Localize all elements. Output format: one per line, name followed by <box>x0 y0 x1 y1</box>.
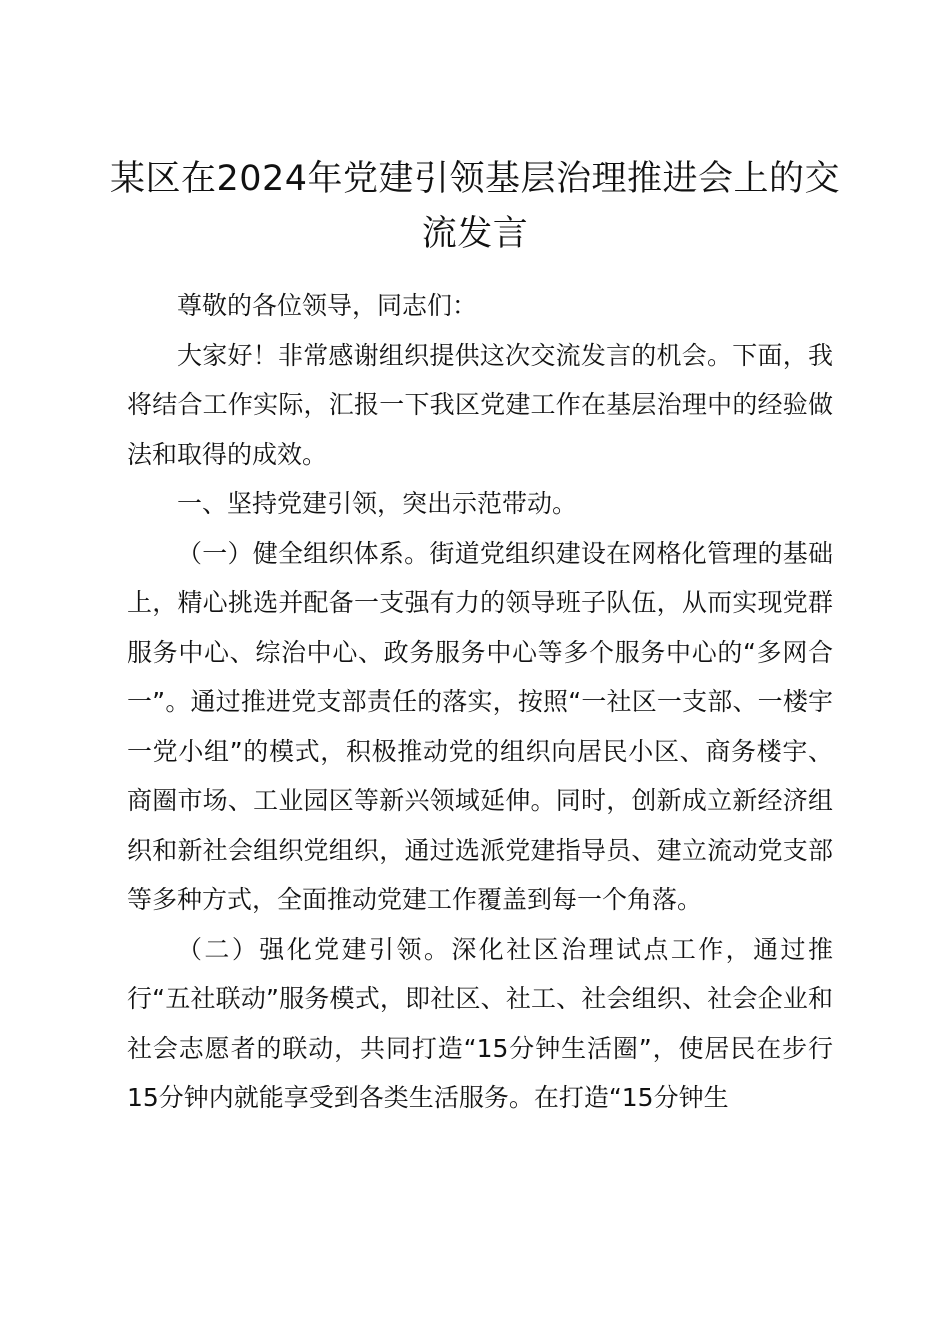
section-heading-1: 一、坚持党建引领，突出示范带动。 <box>177 489 578 518</box>
subsection-paragraph-1: （一）健全组织体系。街道党组织建设在网格化管理的基础上，精心挑选并配备一支强有力的领导班子队伍，从而实现党群服务中心、综治中心、政务服务中心等多个服务中心的“多网合一”。通过推进党支部责任的落实，按照“一社区一支部、一楼宇一党小组”的模式，积极推动党的组织向居民小区、商务楼宇、商圈市场、工业园区等新兴领域延伸。同时，创新成立新经济组织和新社会组织党组织，通过选派党建指导员、建立流动党支部等多种方式，全面推动党建工作覆盖到每一个角落。 <box>127 538 833 914</box>
opening-paragraph: 大家好！非常感谢组织提供这次交流发言的机会。下面，我将结合工作实际，汇报一下我区党建工作在基层治理中的经验做法和取得的成效。 <box>127 340 833 469</box>
subsection-paragraph-2: （二）强化党建引领。深化社区治理试点工作，通过推行“五社联动”服务模式，即社区、社工、社会组织、社会企业和社会志愿者的联动，共同打造“15分钟生活圈”，使居民在步行15分钟内就能享受到各类生活服务。在打造“15分钟生 <box>127 934 833 1112</box>
document-body <box>127 281 833 1123</box>
document-title: 某区在2024年党建引领基层治理推进会上的交流发言 <box>109 159 841 254</box>
salutation-paragraph: 尊敬的各位领导，同志们： <box>177 291 478 320</box>
